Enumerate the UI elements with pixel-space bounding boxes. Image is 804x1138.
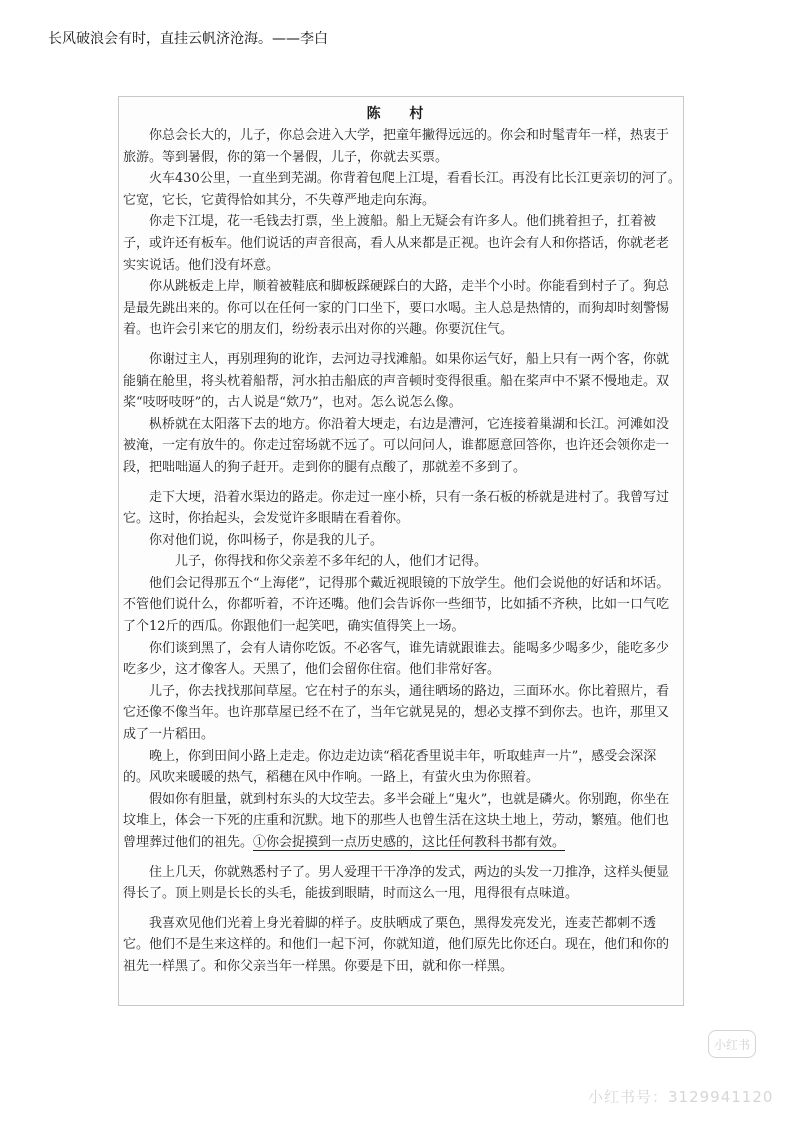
underlined-sentence: ①你会捉摸到一点历史感的，这比任何教科书都有效。 <box>253 835 566 850</box>
paragraph: 他们会记得那五个“上海佬”，记得那个戴近视眼镜的下放学生。他们会说他的好话和坏话。不管他们说什么，你都听着，不许还嘴。他们会告诉你一些细节，比如插不齐秧，比如一口气吃了个12斤的西瓜。你跟他们一起笑吧，确实值得笑上一场。 <box>123 575 670 635</box>
watermark-account-id: 小红书号：3129941120 <box>588 1088 774 1106</box>
article-body <box>123 125 681 978</box>
paragraph: 晚上，你到田间小路上走走。你边走边读“稻花香里说丰年，听取蛙声一片”，感受会深深的。风吹来暖暖的热气，稻穗在风中作响。一路上，有萤火虫为你照着。 <box>123 748 657 786</box>
article-title: 陈 村 <box>366 106 436 122</box>
paragraph: 儿子，你得找和你父亲差不多年纪的人，他们才记得。 <box>175 554 488 570</box>
paragraph-text: 假如你有胆量，就到村东头的大坟茔去。多半会碰上“鬼火”，也就是磷火。你别跑，你坐在坟堆上，体会一下死的庄重和沉默。地下的那些人也曾生活在这块土地上，劳动，繁殖。他们也曾埋葬过他们的祖先。 <box>123 791 670 850</box>
paragraph: 住上几天，你就熟悉村子了。男人爱理干干净净的发式，两边的头发一刀推净，这样头便显得长了。顶上则是长长的头毛，能拔到眼睛，时而这么一甩，甩得很有点味道。 <box>123 864 670 902</box>
paragraph: 你谢过主人，再别理狗的讹诈，去河边寻找滩船。如果你运气好，船上只有一两个客，你就能躺在舱里，将头枕着船帮，河水拍击船底的声音顿时变得很重。船在桨声中不紧不慢地走。双桨“吱呀吱呀”的，古人说是“欸乃”，也对。怎么说怎么像。 <box>123 351 670 411</box>
paragraph: 儿子，你去找找那间草屋。它在村子的东头，通往晒场的路边，三面环水。你比着照片，看它还像不像当年。也许那草屋已经不在了，当年它就晃晃的，想必支撑不到你去。也许，那里又成了一片稻田。 <box>123 683 670 743</box>
paragraph: 你走下江堤，花一毛钱去打票，坐上渡船。船上无疑会有许多人。他们挑着担子，扛着被子，或许还有板车。他们说话的声音很高，看人从来都是正视。也许会有人和你搭话，你就老老实实说话。他们没有坏意。 <box>123 214 670 273</box>
paragraph: 你从跳板走上岸，顺着被鞋底和脚板踩硬踩白的大路，走半个小时。你能看到村子了。狗总是最先跳出来的。你可以在任何一家的门口坐下，要口水喝。主人总是热情的，而狗却时刻警惕着。也许会引来它的朋友们，纷纷表示出对你的兴趣。你要沉住气。 <box>123 279 670 338</box>
paragraph: 你总会长大的，儿子，你总会进入大学，把童年撇得远远的。你会和时髦青年一样，热衷于旅游。等到暑假，你的第一个暑假，儿子，你就去买票。 <box>123 128 670 165</box>
watermark-logo: 小红书 <box>708 1030 756 1058</box>
header-quote: 长风破浪会有时，直挂云帆济沧海。——李白 <box>48 31 328 47</box>
paragraph-with-underline <box>123 789 681 854</box>
article-box <box>118 96 684 1006</box>
paragraph: 你们谈到黑了，会有人请你吃饭。不必客气，谁先请就跟谁去。能喝多少喝多少，能吃多少吃多少，这才像客人。天黑了，他们会留你住宿。他们非常好客。 <box>123 640 670 678</box>
paragraph: 我喜欢见他们光着上身光着脚的样子。皮肤晒成了栗色，黑得发亮发光，连麦芒都刺不透它。他们不是生来这样的。和他们一起下河，你就知道，他们原先比你还白。现在，他们和你的祖先一样黑了。和你父亲当年一样黑。你要是下田，就和你一样黑。 <box>123 915 670 974</box>
paragraph: 你对他们说，你叫杨子，你是我的儿子。 <box>149 532 384 548</box>
paragraph: 枞桥就在太阳落下去的地方。你沿着大埂走，右边是漕河，它连接着巢湖和长江。河滩如没被淹，一定有放牛的。你走过窑场就不远了。可以问问人，谁都愿意回答你，也许还会领你走一段，把咄咄逼人的狗子赶开。走到你的腿有点酸了，那就差不多到了。 <box>123 416 670 475</box>
paragraph: 火车430公里，一直坐到芜湖。你背着包爬上江堤，看看长江。再没有比长江更亲切的河了。它宽，它长，它黄得恰如其分，不失尊严地走向东海。 <box>123 171 681 208</box>
paragraph: 走下大埂，沿着水渠边的路走。你走过一座小桥，只有一条石板的桥就是进村了。我曾写过它。这时，你抬起头，会发觉许多眼睛在看着你。 <box>123 489 670 527</box>
